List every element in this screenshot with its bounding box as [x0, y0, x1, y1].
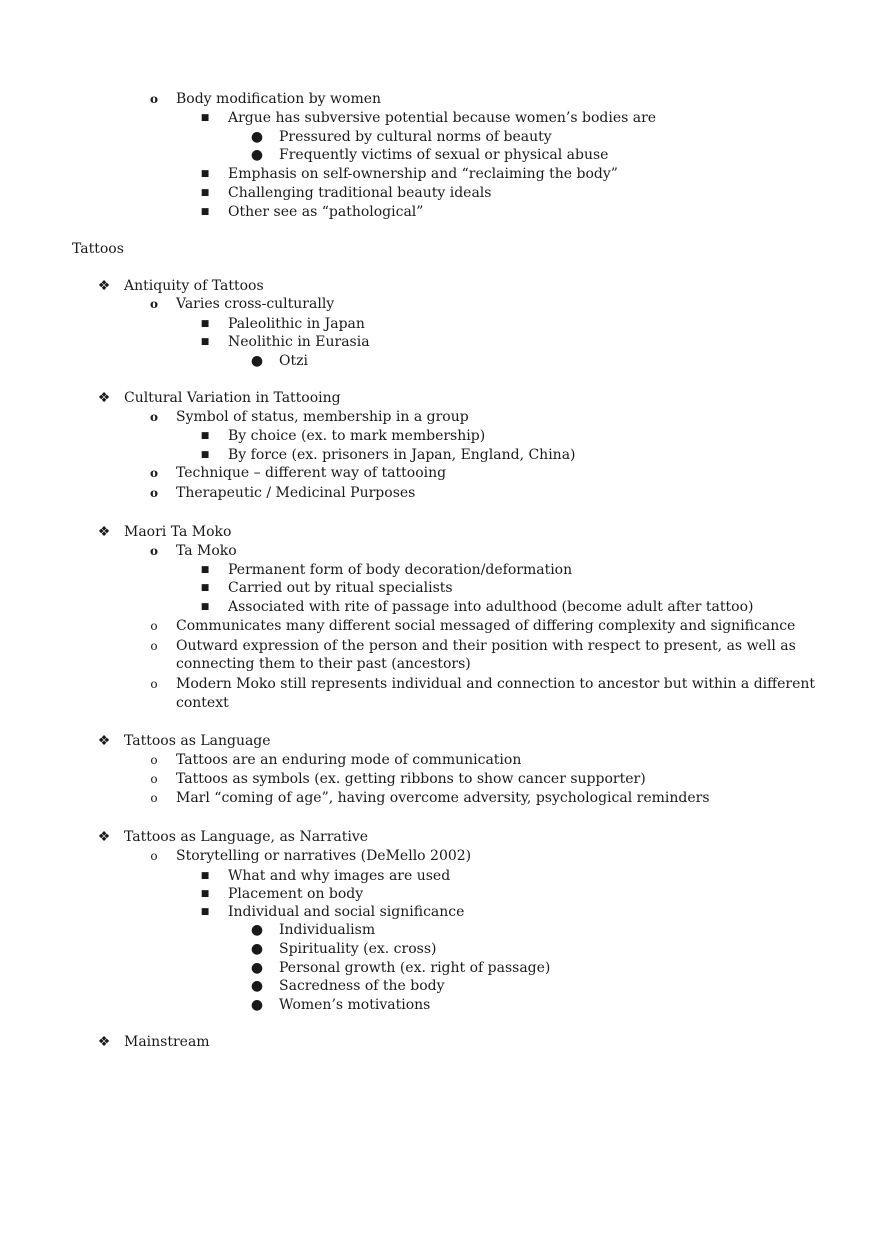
- list-item: Neolithic in Eurasia: [228, 334, 370, 350]
- diamond-bullet-icon: ❖: [97, 278, 111, 294]
- list-item: By force (ex. prisoners in Japan, England, China): [228, 447, 576, 463]
- square-bullet-icon: ■: [200, 889, 210, 899]
- dot-bullet-icon: ●: [250, 353, 264, 369]
- circle-bullet-icon: o: [149, 466, 158, 480]
- diamond-bullet-icon: ❖: [97, 733, 111, 749]
- topic-title: Tattoos as Language: [124, 733, 271, 749]
- diamond-bullet-icon: ❖: [97, 1034, 111, 1050]
- list-item: Body modification by women: [176, 91, 382, 107]
- diamond-bullet-icon: ❖: [97, 829, 111, 845]
- list-item: Emphasis on self-ownership and “reclaiming the body”: [228, 166, 618, 182]
- list-item: Otzi: [279, 353, 308, 369]
- list-item: Storytelling or narratives (DeMello 2002): [176, 848, 472, 864]
- topic-title: Cultural Variation in Tattooing: [124, 390, 341, 406]
- dot-bullet-icon: ●: [250, 147, 264, 163]
- list-item: Modern Moko still represents individual and connection to ancestor but within a different: [176, 676, 815, 692]
- square-bullet-icon: ■: [200, 113, 210, 123]
- square-bullet-icon: ■: [200, 188, 210, 198]
- list-item: Individual and social significance: [228, 904, 465, 920]
- square-bullet-icon: ■: [200, 207, 210, 217]
- list-item: Outward expression of the person and their position with respect to present, as well as: [176, 638, 796, 654]
- square-bullet-icon: ■: [200, 169, 210, 179]
- dot-bullet-icon: ●: [250, 997, 264, 1013]
- list-item: Communicates many different social messaged of differing complexity and significance: [176, 618, 796, 634]
- list-item: Individualism: [279, 922, 376, 938]
- circle-bullet-icon: o: [149, 544, 158, 558]
- square-bullet-icon: ■: [200, 565, 210, 575]
- list-item: Carried out by ritual specialists: [228, 580, 453, 596]
- list-item-continuation: context: [176, 695, 229, 711]
- square-bullet-icon: ■: [200, 450, 210, 460]
- topic-title: Tattoos as Language, as Narrative: [124, 829, 369, 845]
- square-bullet-icon: ■: [200, 871, 210, 881]
- circle-bullet-icon: o: [150, 791, 158, 805]
- square-bullet-icon: ■: [200, 337, 210, 347]
- dot-bullet-icon: ●: [250, 941, 264, 957]
- square-bullet-icon: ■: [200, 583, 210, 593]
- list-item: Women’s motivations: [279, 997, 431, 1013]
- list-item: Tattoos are an enduring mode of communication: [176, 752, 522, 768]
- list-item: Tattoos as symbols (ex. getting ribbons to show cancer supporter): [176, 771, 646, 787]
- square-bullet-icon: ■: [200, 907, 210, 917]
- list-item-continuation: connecting them to their past (ancestors): [176, 656, 471, 672]
- square-bullet-icon: ■: [200, 431, 210, 441]
- circle-bullet-icon: o: [150, 772, 158, 786]
- list-item: Ta Moko: [176, 543, 237, 559]
- list-item: Symbol of status, membership in a group: [176, 409, 469, 425]
- diamond-bullet-icon: ❖: [97, 524, 111, 540]
- list-item: Frequently victims of sexual or physical abuse: [279, 147, 609, 163]
- topic-title: Mainstream: [124, 1034, 210, 1050]
- circle-bullet-icon: o: [150, 753, 158, 767]
- circle-bullet-icon: o: [150, 619, 158, 633]
- list-item: Varies cross-culturally: [176, 296, 335, 312]
- circle-bullet-icon: o: [149, 486, 158, 500]
- circle-bullet-icon: o: [150, 639, 158, 653]
- list-item: Therapeutic / Medicinal Purposes: [176, 485, 416, 501]
- list-item: Marl “coming of age”, having overcome adversity, psychological reminders: [176, 790, 710, 806]
- list-item: Argue has subversive potential because women’s bodies are: [228, 110, 657, 126]
- list-item: Pressured by cultural norms of beauty: [279, 129, 552, 145]
- circle-bullet-icon: o: [150, 849, 158, 863]
- list-item: Sacredness of the body: [279, 978, 445, 994]
- diamond-bullet-icon: ❖: [97, 390, 111, 406]
- topic-title: Antiquity of Tattoos: [124, 278, 264, 294]
- dot-bullet-icon: ●: [250, 129, 264, 145]
- list-item: Spirituality (ex. cross): [279, 941, 437, 957]
- circle-bullet-icon: o: [149, 92, 158, 106]
- square-bullet-icon: ■: [200, 602, 210, 612]
- list-item: Other see as “pathological”: [228, 204, 424, 220]
- list-item: Personal growth (ex. right of passage): [279, 960, 551, 976]
- list-item: Placement on body: [228, 886, 364, 902]
- list-item: By choice (ex. to mark membership): [228, 428, 486, 444]
- circle-bullet-icon: o: [149, 410, 158, 424]
- circle-bullet-icon: o: [150, 677, 158, 691]
- topic-title: Maori Ta Moko: [124, 524, 232, 540]
- list-item: Technique – different way of tattooing: [176, 465, 447, 481]
- list-item: What and why images are used: [228, 868, 451, 884]
- section-heading: Tattoos: [72, 241, 124, 257]
- dot-bullet-icon: ●: [250, 978, 264, 994]
- list-item: Paleolithic in Japan: [228, 316, 365, 332]
- dot-bullet-icon: ●: [250, 922, 264, 938]
- list-item: Associated with rite of passage into adulthood (become adult after tattoo): [228, 599, 754, 615]
- list-item: Challenging traditional beauty ideals: [228, 185, 492, 201]
- dot-bullet-icon: ●: [250, 960, 264, 976]
- list-item: Permanent form of body decoration/deformation: [228, 562, 573, 578]
- square-bullet-icon: ■: [200, 319, 210, 329]
- circle-bullet-icon: o: [149, 297, 158, 311]
